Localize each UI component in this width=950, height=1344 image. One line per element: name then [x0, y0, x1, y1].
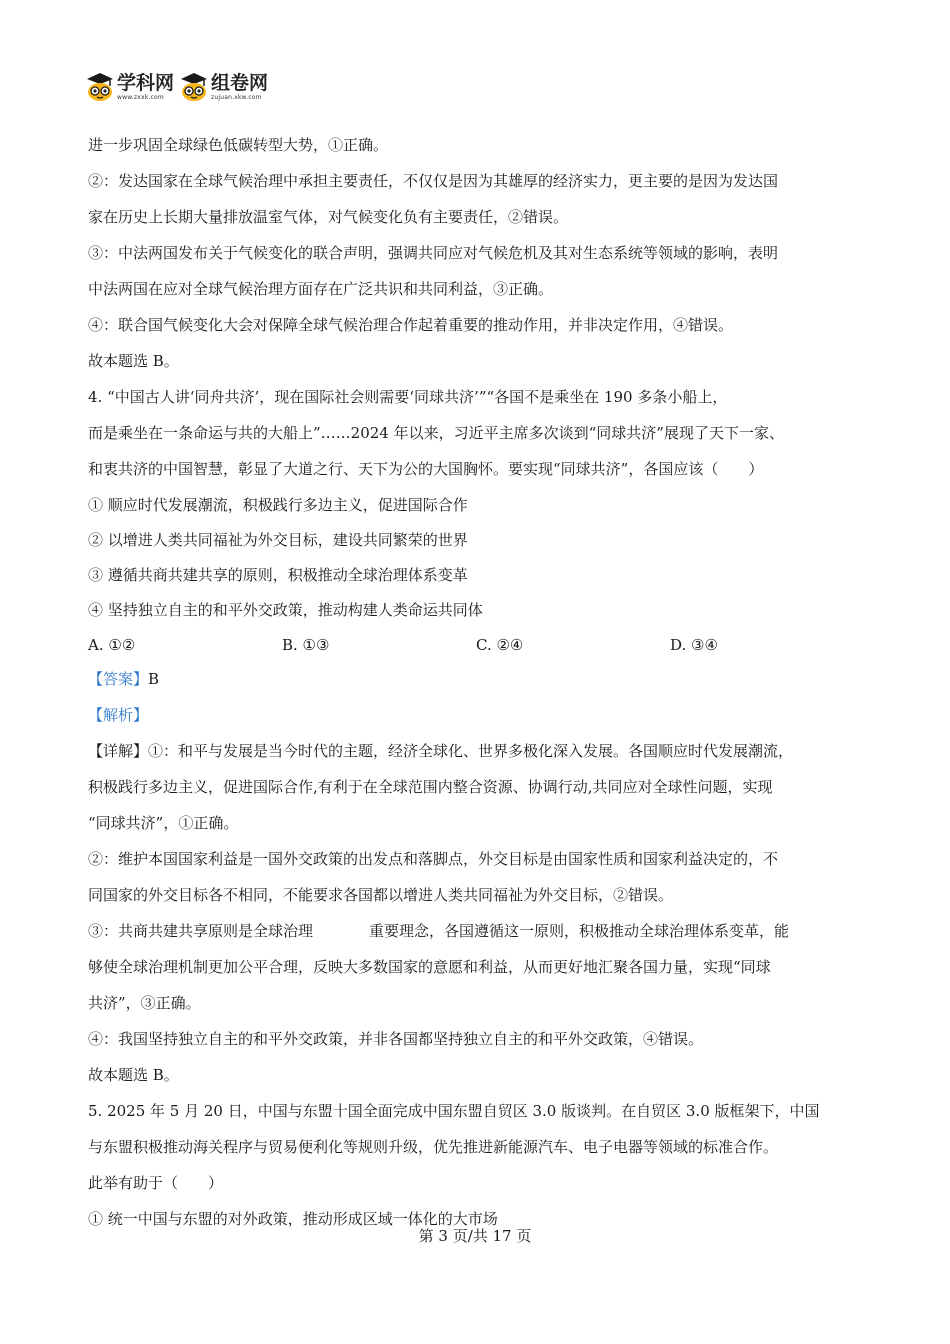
question-5-stem: 此举有助于（ ） — [88, 1174, 224, 1192]
zujuan-logo — [180, 72, 268, 102]
text-line: 够使全球治理机制更加公平合理，反映大多数国家的意愿和利益，从而更好地汇聚各国力量，实现“同球 — [88, 958, 771, 976]
text-line: “同球共济”，①正确。 — [88, 814, 239, 832]
document-body — [88, 128, 878, 1238]
answer-line — [88, 662, 878, 698]
text-line: 积极践行多边主义，促进国际合作,有利于在全球范围内整合资源、协调行动,共同应对全球性问题，实现 — [88, 778, 773, 796]
text-line: ④：联合国气候变化大会对保障全球气候治理合作起着重要的推动作用，并非决定作用，④错误。 — [88, 316, 734, 334]
text-fragment: 重要理念，各国遵循这一原则，积极推动全球治理体系变革，能 — [369, 922, 790, 940]
zxxk-logo — [86, 72, 174, 102]
owl-mascot-icon — [180, 72, 208, 102]
question-4-stem: 和衷共济的中国智慧，彰显了大道之行、天下为公的大国胸怀。要实现“同球共济”，各国应该（ ） — [88, 460, 764, 478]
option-a: A. ①② — [88, 636, 136, 654]
option-d: D. ③④ — [670, 636, 718, 654]
text-line: 共济”，③正确。 — [88, 994, 201, 1012]
text-line: 家在历史上长期大量排放温室气体，对气候变化负有主要责任，②错误。 — [88, 208, 569, 226]
text-line: 故本题选 B。 — [88, 352, 179, 370]
page-number: 第 3 页/共 17 页 — [418, 1227, 532, 1245]
text-line: 同国家的外交目标各不相同，不能要求各国都以增进人类共同福祉为外交目标，②错误。 — [88, 886, 674, 904]
zxxk-logo-name: 学科网 — [117, 71, 175, 94]
question-4-statement: ③ 遵循共商共建共享的原则，积极推动全球治理体系变革 — [88, 566, 468, 584]
text-line: ②：维护本国国家利益是一国外交政策的出发点和落脚点，外交目标是由国家性质和国家利益决定的，不 — [88, 850, 779, 868]
text-fragment: ③：共商共建共享原则是全球治理 — [88, 922, 314, 940]
text-line: 进一步巩固全球绿色低碳转型大势，①正确。 — [88, 136, 389, 154]
text-line — [88, 914, 878, 950]
header-logo — [86, 70, 268, 104]
text-line: ③：中法两国发布关于气候变化的联合声明，强调共同应对气候危机及其对生态系统等领域的影响，表明 — [88, 244, 779, 262]
text-line: ②：发达国家在全球气候治理中承担主要责任，不仅仅是因为其雄厚的经济实力，更主要的是因为发达国 — [88, 172, 779, 190]
answer-value: B — [148, 670, 160, 688]
analysis-line — [88, 698, 878, 734]
detail-line — [88, 734, 878, 770]
zujuan-logo-name: 组卷网 — [211, 71, 269, 94]
zxxk-logo-url: www.zxxk.com — [117, 93, 164, 101]
question-4-statement: ② 以增进人类共同福祉为外交目标，建设共同繁荣的世界 — [88, 531, 468, 549]
option-c: C. ②④ — [476, 636, 524, 654]
text-line: 故本题选 B。 — [88, 1066, 179, 1084]
text-line: ④：我国坚持独立自主的和平外交政策，并非各国都坚持独立自主的和平外交政策，④错误。 — [88, 1030, 704, 1048]
detail-text: ①：和平与发展是当今时代的主题，经济全球化、世界多极化深入发展。各国顺应时代发展潮流， — [148, 742, 794, 760]
zujuan-logo-url: zujuan.xkw.com — [211, 93, 262, 101]
question-4-statement: ④ 坚持独立自主的和平外交政策，推动构建人类命运共同体 — [88, 601, 483, 619]
option-b: B. ①③ — [282, 636, 330, 654]
question-5-stem: 5. 2025 年 5 月 20 日，中国与东盟十国全面完成中国东盟自贸区 3.0 版谈判。在自贸区 3.0 版框架下，中国 — [88, 1102, 820, 1120]
question-4-options — [88, 628, 878, 662]
question-4-statement: ① 顺应时代发展潮流，积极践行多边主义，促进国际合作 — [88, 496, 468, 514]
detail-tag: 【详解】 — [88, 742, 149, 760]
analysis-tag: 【解析】 — [88, 706, 149, 724]
question-4-stem: 4. “中国古人讲‘同舟共济’，现在国际社会则需要‘同球共济’”“各国不是乘坐在 190 多条小船上， — [88, 388, 728, 406]
answer-tag: 【答案】 — [88, 670, 149, 688]
text-line: 中法两国在应对全球气候治理方面存在广泛共识和共同利益，③正确。 — [88, 280, 554, 298]
question-5-statement: ① 统一中国与东盟的对外政策，推动形成区域一体化的大市场 — [88, 1210, 498, 1228]
question-5-stem: 与东盟积极推动海关程序与贸易便利化等规则升级，优先推进新能源汽车、电子电器等领域的标准合作。 — [88, 1138, 779, 1156]
question-4-stem: 而是乘坐在一条命运与共的大船上”……2024 年以来，习近平主席多次谈到“同球共济”展现了天下一家、 — [88, 424, 784, 442]
owl-mascot-icon — [86, 72, 114, 102]
